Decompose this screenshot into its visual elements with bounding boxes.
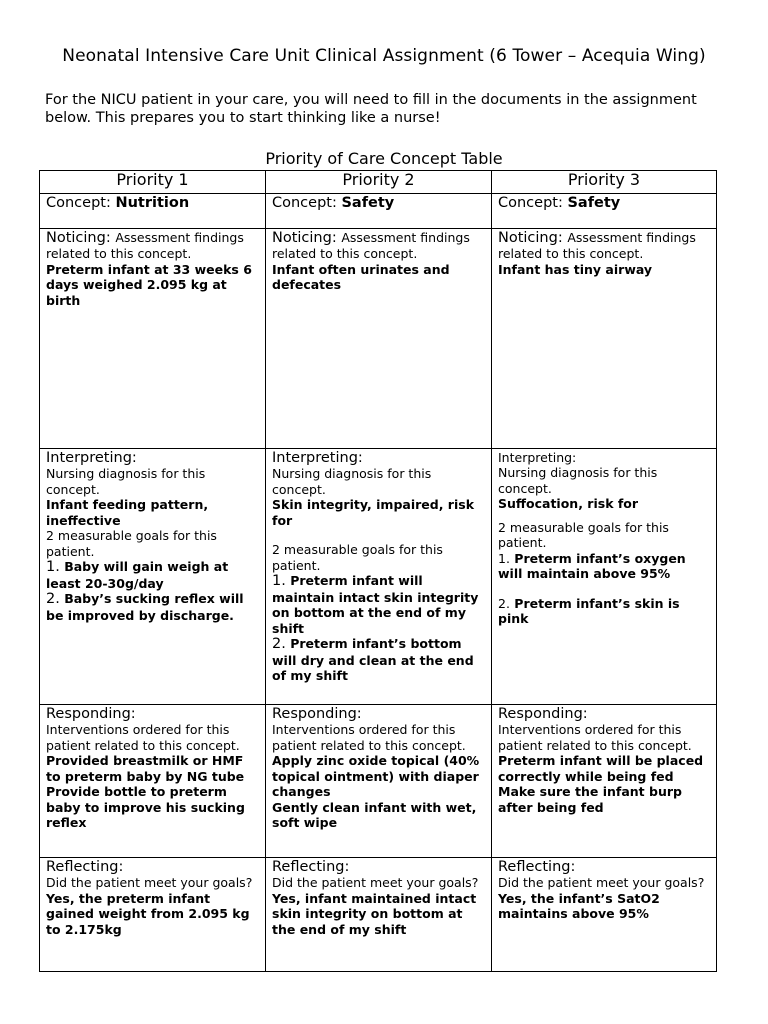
noticing-cell-3 <box>492 229 717 449</box>
priority-3-header: Priority 3 <box>492 171 717 194</box>
goal-1 <box>272 573 486 636</box>
intervention: Provide bottle to preterm baby to improve his sucking reflex <box>46 784 245 830</box>
noticing-sublabel: Assessment findings related to this concept. <box>272 230 470 261</box>
concept-cell-2 <box>266 194 492 229</box>
diagnosis-sublabel: Nursing diagnosis for this concept. <box>46 466 206 497</box>
noticing-label: Noticing: <box>498 230 568 246</box>
reflecting-cell-1 <box>40 858 266 972</box>
noticing-cell-1 <box>40 229 266 449</box>
interpreting-label: Interpreting: <box>272 450 363 466</box>
responding-row <box>40 705 717 858</box>
goals-sublabel: 2 measurable goals for this patient. <box>272 542 443 573</box>
diagnosis-sublabel: Nursing diagnosis for this concept. <box>498 465 658 496</box>
concept-value: Nutrition <box>115 195 190 211</box>
goal-2 <box>272 636 486 684</box>
priority-of-care-table <box>39 170 717 972</box>
document-title: Neonatal Intensive Care Unit Clinical Assignment (6 Tower – Acequia Wing) <box>62 46 706 66</box>
responding-cell-2 <box>266 705 492 858</box>
goal-number: 1. <box>46 559 60 575</box>
goal-number: 2. <box>46 591 60 607</box>
responding-sublabel: Interventions ordered for this patient related to this concept. <box>272 722 466 753</box>
reflecting-label: Reflecting: <box>498 859 576 875</box>
concept-label: Concept: <box>272 195 342 211</box>
goal-text: Preterm infant’s bottom will dry and clean at the end of my shift <box>272 636 474 683</box>
interpreting-row <box>40 449 717 705</box>
responding-label: Responding: <box>498 706 588 722</box>
diagnosis-sublabel: Nursing diagnosis for this concept. <box>272 466 432 497</box>
goal-number: 1. <box>272 573 286 589</box>
goal-2 <box>46 591 260 623</box>
nursing-diagnosis: Suffocation, risk for <box>498 496 639 511</box>
reflection: Yes, the preterm infant gained weight from 2.095 kg to 2.175kg <box>46 890 250 937</box>
interpreting-label: Interpreting: <box>46 450 137 466</box>
noticing-label: Noticing: <box>272 230 342 246</box>
reflecting-cell-3 <box>492 858 717 972</box>
concept-value: Safety <box>341 195 395 211</box>
concept-cell-1 <box>40 194 266 229</box>
nursing-diagnosis: Skin integrity, impaired, risk for <box>272 497 475 528</box>
concept-row <box>40 194 717 229</box>
intervention: Make sure the infant burp after being fed <box>498 784 682 815</box>
interpreting-cell-3 <box>492 449 717 705</box>
concept-label: Concept: <box>46 195 116 211</box>
goal-text: Preterm infant will maintain intact skin integrity on bottom at the end of my shift <box>272 573 479 636</box>
reflecting-sublabel: Did the patient meet your goals? <box>46 875 253 890</box>
intervention: Preterm infant will be placed correctly while being fed <box>498 753 704 784</box>
interpreting-label: Interpreting: <box>498 450 577 465</box>
priority-1-header: Priority 1 <box>40 171 266 194</box>
responding-cell-1 <box>40 705 266 858</box>
interpreting-cell-1 <box>40 449 266 705</box>
reflection: Yes, infant maintained intact skin integrity on bottom at the end of my shift <box>272 890 477 937</box>
noticing-finding: Infant has tiny airway <box>498 261 653 277</box>
concept-cell-3 <box>492 194 717 229</box>
reflecting-cell-2 <box>266 858 492 972</box>
goal-text: Baby’s sucking reflex will be improved by discharge. <box>46 591 244 623</box>
goals-sublabel: 2 measurable goals for this patient. <box>46 528 217 559</box>
goals-sublabel: 2 measurable goals for this patient. <box>498 519 669 550</box>
noticing-finding: Preterm infant at 33 weeks 6 days weighed 2.095 kg at birth <box>46 261 252 308</box>
noticing-finding: Infant often urinates and defecates <box>272 261 450 292</box>
reflecting-label: Reflecting: <box>272 859 350 875</box>
intervention: Gently clean infant with wet, soft wipe <box>272 799 477 830</box>
responding-label: Responding: <box>46 706 136 722</box>
reflecting-label: Reflecting: <box>46 859 124 875</box>
goal-text: Baby will gain weigh at least 20-30g/day <box>46 559 229 591</box>
reflecting-row <box>40 858 717 972</box>
reflection: Yes, the infant’s SatO2 maintains above 95% <box>498 890 660 921</box>
responding-sublabel: Interventions ordered for this patient related to this concept. <box>46 722 240 753</box>
responding-label: Responding: <box>272 706 362 722</box>
goal-text: Preterm infant’s skin is pink <box>498 595 680 626</box>
header-row <box>40 171 717 194</box>
goal-number: 2. <box>498 595 510 611</box>
table-title: Priority of Care Concept Table <box>265 149 503 168</box>
intro-paragraph: For the NICU patient in your care, you will need to fill in the documents in the assignment below. This prepares you to start thinking like a nurse! <box>45 92 697 126</box>
goal-2 <box>498 596 711 627</box>
goal-1 <box>498 551 711 582</box>
nursing-diagnosis: Infant feeding pattern, ineffective <box>46 497 209 528</box>
goal-number: 1. <box>498 550 510 566</box>
responding-sublabel: Interventions ordered for this patient related to this concept. <box>498 722 692 753</box>
responding-cell-3 <box>492 705 717 858</box>
goal-text: Preterm infant’s oxygen will maintain above 95% <box>498 550 686 581</box>
intervention: Apply zinc oxide topical (40% topical ointment) with diaper changes <box>272 753 480 799</box>
noticing-sublabel: Assessment findings related to this concept. <box>46 230 244 261</box>
noticing-sublabel: Assessment findings related to this concept. <box>498 230 696 261</box>
noticing-cell-2 <box>266 229 492 449</box>
goal-1 <box>46 559 260 591</box>
concept-label: Concept: <box>498 195 568 211</box>
concept-value: Safety <box>567 195 621 211</box>
priority-2-header: Priority 2 <box>266 171 492 194</box>
goal-number: 2. <box>272 636 286 652</box>
reflecting-sublabel: Did the patient meet your goals? <box>498 875 705 890</box>
intervention: Provided breastmilk or HMF to preterm baby by NG tube <box>46 753 245 784</box>
reflecting-sublabel: Did the patient meet your goals? <box>272 875 479 890</box>
noticing-row <box>40 229 717 449</box>
noticing-label: Noticing: <box>46 230 116 246</box>
interpreting-cell-2 <box>266 449 492 705</box>
